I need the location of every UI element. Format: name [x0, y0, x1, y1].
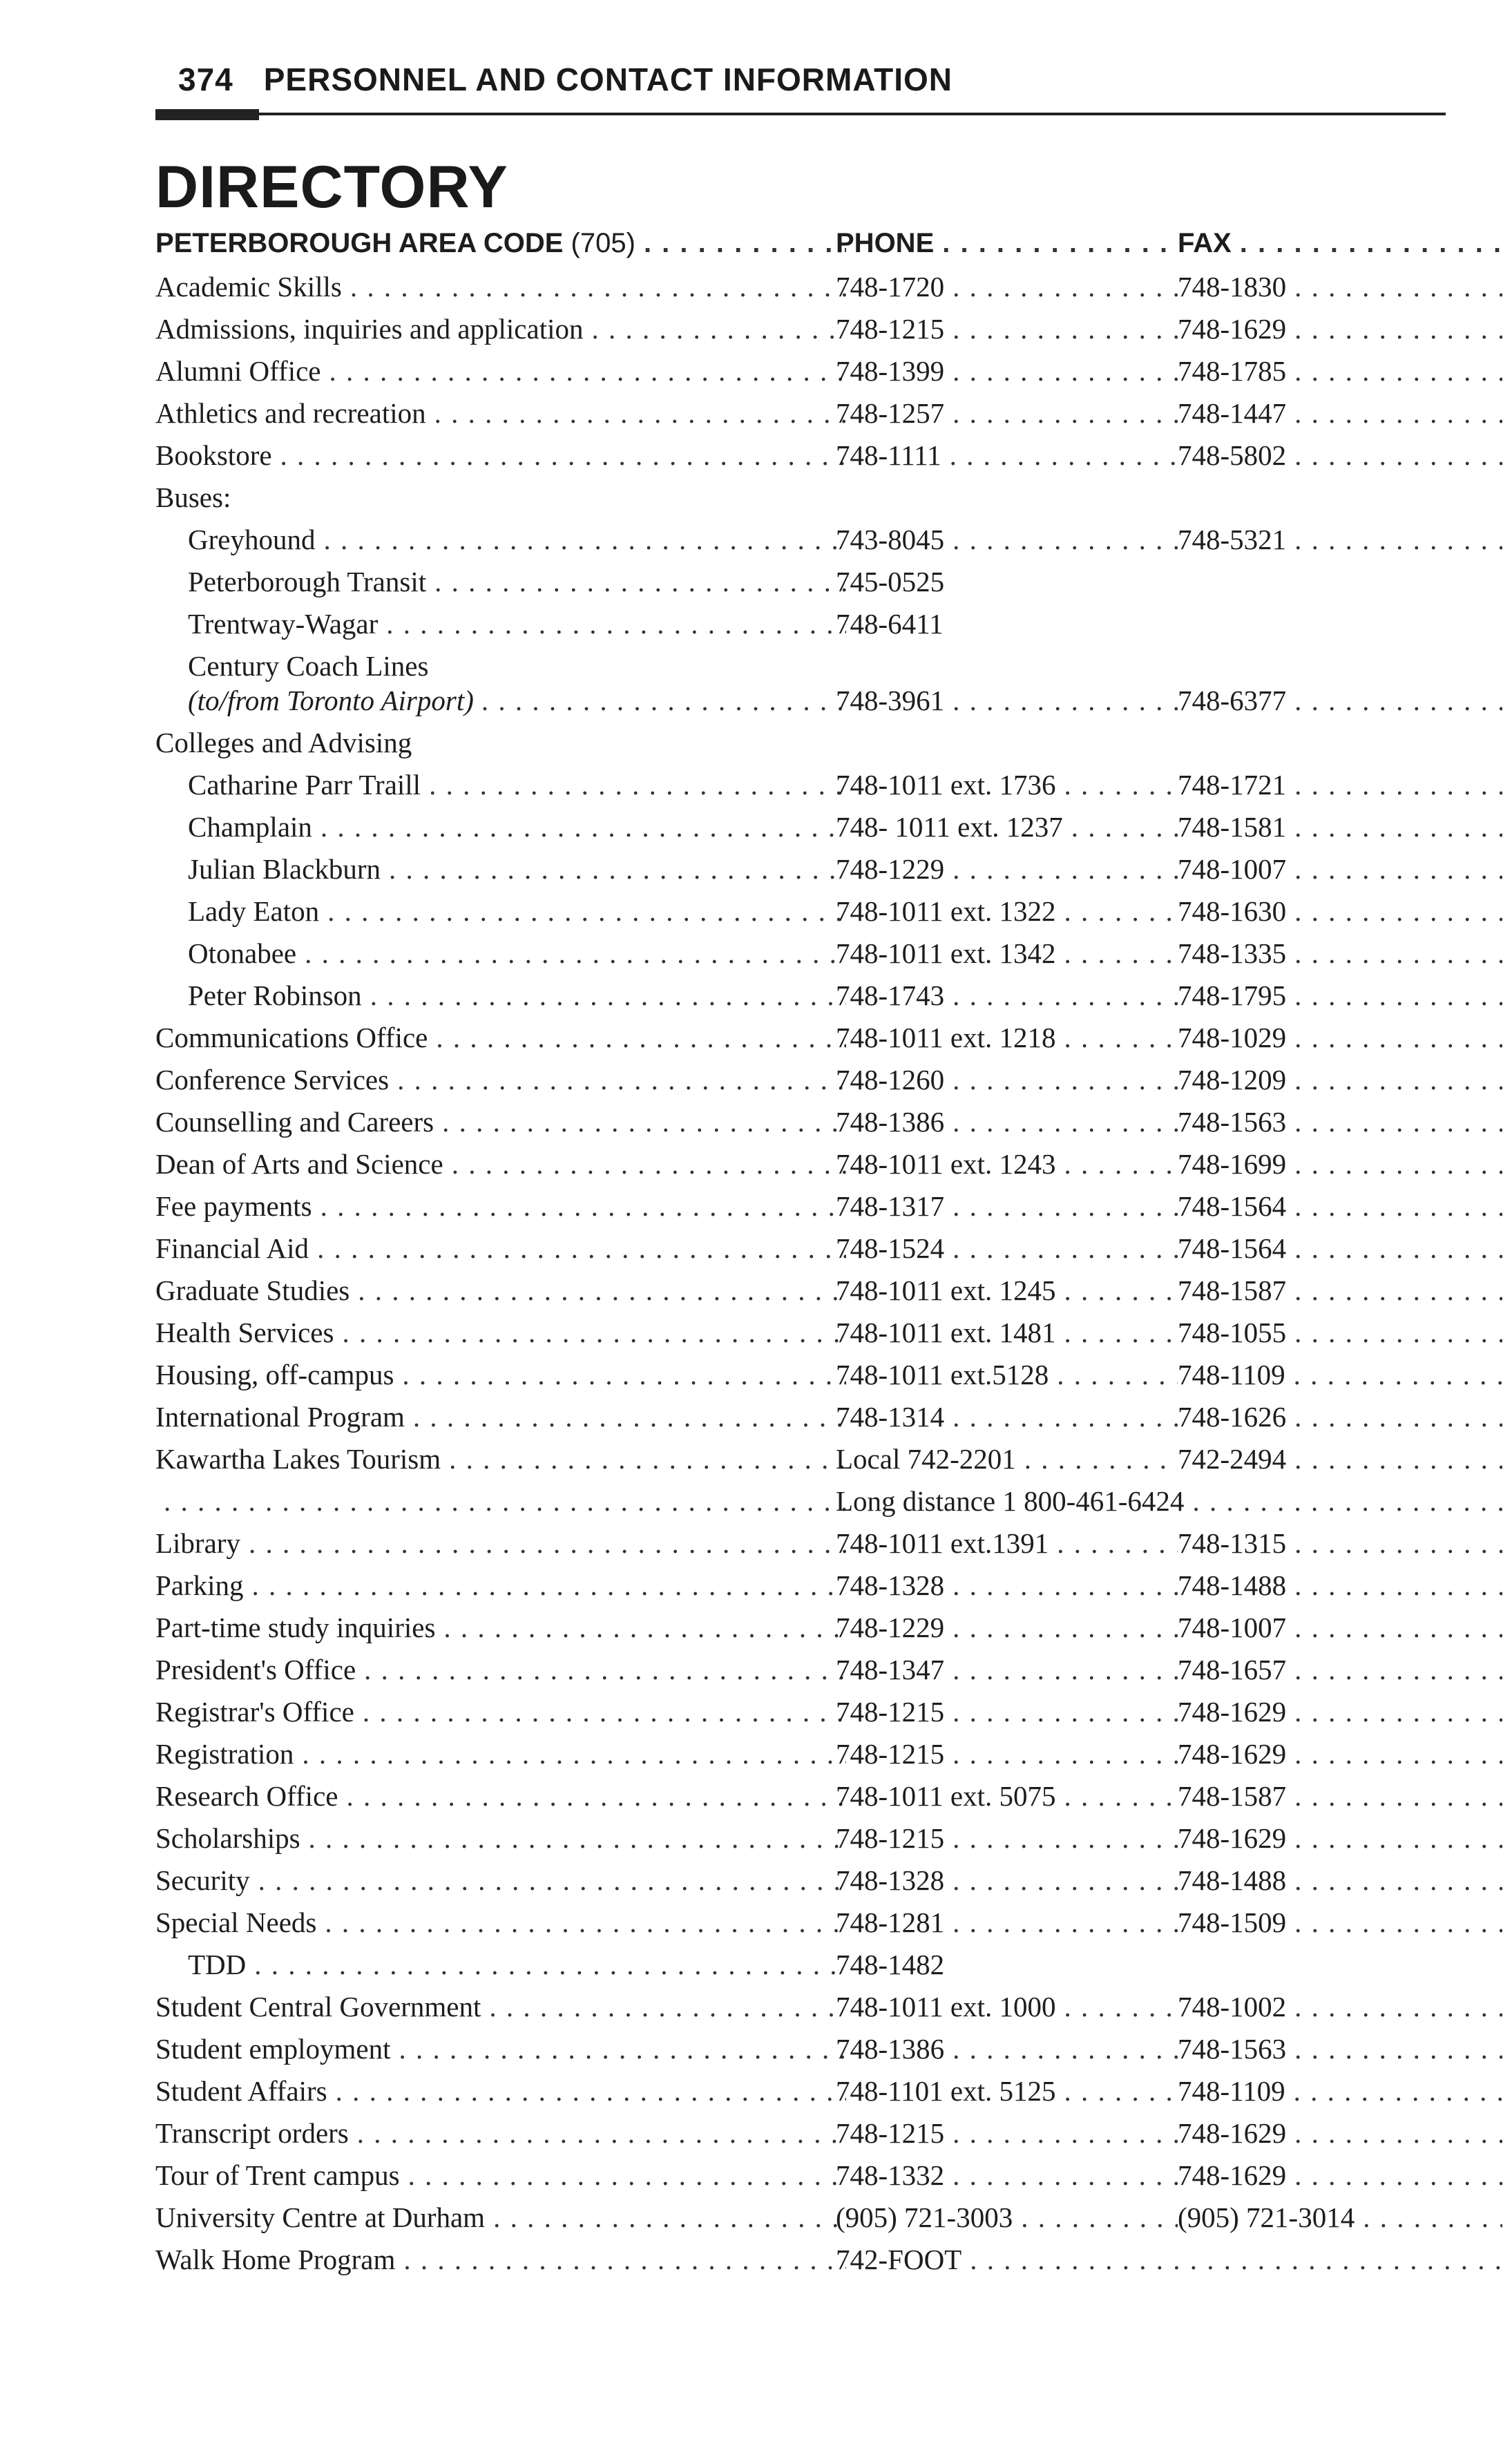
table-row [0, 607, 1512, 649]
entry-phone: 748-1257 . . . [836, 396, 1178, 430]
entry-fax: 748-5321 . . . [1178, 523, 1502, 556]
table-row [0, 1063, 1512, 1105]
entry-fax: 748-1563 . . . [1178, 2032, 1502, 2065]
entry-phone: 748- 1011 ext. 1237 . . . [836, 810, 1178, 843]
entry-fax: 748-1629 . . . [1178, 1822, 1502, 1855]
entry-fax: 748-5802 . . . [1178, 439, 1502, 472]
entry-name: Greyhound . . . [188, 523, 846, 556]
entry-phone: 748-1011 ext. 1481 . . . [836, 1316, 1178, 1349]
entry-fax: 748-1830 . . . [1178, 270, 1502, 303]
header-area-code [155, 228, 846, 259]
entry-name: Student Central Government . . . [155, 1990, 846, 2023]
page-number: 374 [178, 61, 233, 97]
entry-fax: 748-1447 . . . [1178, 396, 1502, 430]
entry-phone: 748-1347 . . . [836, 1653, 1178, 1686]
entry-phone: 748-1215 . . . [836, 1737, 1178, 1770]
table-row [0, 1358, 1512, 1400]
entry-name: Conference Services . . . [155, 1063, 846, 1096]
table-row [0, 726, 1512, 768]
entry-phone: 748-1101 ext. 5125 . . . [836, 2074, 1178, 2108]
table-row [0, 1527, 1512, 1569]
entry-phone: 748-1011 ext. 1342 . . . [836, 937, 1178, 970]
entry-name: Kawartha Lakes Tourism . . . [155, 1442, 846, 1475]
table-row [0, 979, 1512, 1021]
entry-name: Admissions, inquiries and application . . . [155, 312, 846, 345]
entry-fax: 748-1629 . . . [1178, 2116, 1502, 2150]
table-row [0, 1147, 1512, 1189]
entry-phone: 748-1011 ext. 5075 . . . [836, 1779, 1178, 1813]
entry-phone: 743-8045 . . . [836, 523, 1178, 556]
entry-fax: 748-1007 . . . [1178, 852, 1502, 886]
entry-phone: 748-1281 . . . [836, 1906, 1178, 1939]
header-area-code-value: (705) [571, 228, 635, 258]
section-title: PERSONNEL AND CONTACT INFORMATION [263, 61, 953, 97]
entry-name: Student Affairs . . . [155, 2074, 846, 2108]
entry-name: Buses: [155, 481, 231, 513]
table-row [0, 396, 1512, 439]
entry-phone: 742-FOOT . . . [836, 2243, 1502, 2276]
entry-fax: 748-1109 . . . [1178, 1358, 1502, 1391]
table-row [0, 2201, 1512, 2243]
entry-name: Housing, off-campus . . . [155, 1358, 846, 1391]
table-row [0, 1021, 1512, 1063]
entry-fax: 748-1564 . . . [1178, 1189, 1502, 1223]
entry-phone: 748-1011 ext. 1736 . . . [836, 768, 1178, 801]
entry-phone: Long distance 1 800-461-6424 . . . [836, 1484, 1506, 1518]
entry-name: Athletics and recreation . . . [155, 396, 846, 430]
entry-phone: 748-1332 . . . [836, 2159, 1178, 2192]
entry-name: Champlain . . . [188, 810, 846, 843]
entry-fax: 748-1564 . . . [1178, 1232, 1502, 1265]
entry-name: Lady Eaton . . . [188, 895, 846, 928]
entry-name: Research Office . . . [155, 1779, 846, 1813]
entry-phone: 748-1328 . . . [836, 1569, 1178, 1602]
entry-fax: 748-1109 . . . [1178, 2074, 1502, 2108]
table-row [0, 1232, 1512, 1274]
entry-fax: 748-1626 . . . [1178, 1400, 1502, 1433]
header-name-label: PETERBOROUGH AREA CODE [155, 228, 564, 258]
entry-phone: 748-1011 ext. 1000 . . . [836, 1990, 1178, 2023]
entry-fax: 748-1335 . . . [1178, 937, 1502, 970]
entry-name [155, 1484, 846, 1518]
entry-phone: 748-1011 ext. 1245 . . . [836, 1274, 1178, 1307]
entry-name: Counselling and Careers . . . [155, 1105, 846, 1138]
entry-name: Colleges and Advising [155, 727, 412, 758]
entry-phone: 748-1386 . . . [836, 2032, 1178, 2065]
table-row [0, 2032, 1512, 2074]
entry-phone: 748-1260 . . . [836, 1063, 1178, 1096]
table-row [0, 1653, 1512, 1695]
entry-fax: 748-1587 . . . [1178, 1274, 1502, 1307]
header-rule-accent [155, 109, 259, 120]
table-row [0, 1990, 1512, 2032]
entry-name: Walk Home Program . . . [155, 2243, 846, 2276]
entry-phone: 748-1011 ext. 1322 . . . [836, 895, 1178, 928]
entry-phone: 748-3961 . . . [836, 684, 1178, 717]
table-row [0, 2243, 1512, 2285]
entry-name: Tour of Trent campus . . . [155, 2159, 846, 2192]
entry-name: Peter Robinson . . . [188, 979, 846, 1012]
entry-fax: 748-1563 . . . [1178, 1105, 1502, 1138]
entry-phone: 748-1011 ext. 1218 . . . [836, 1021, 1178, 1054]
entry-fax: 748-1007 . . . [1178, 1611, 1502, 1644]
entry-name: Parking . . . [155, 1569, 846, 1602]
table-row [0, 1906, 1512, 1948]
page-title: DIRECTORY [155, 154, 508, 220]
entry-phone: 748-1229 . . . [836, 852, 1178, 886]
entry-phone: 748-1011 ext.1391 . . . [836, 1527, 1178, 1560]
entry-fax: 748-1629 . . . [1178, 312, 1502, 345]
entry-fax: 748-1002 . . . [1178, 1990, 1502, 2023]
table-row [0, 810, 1512, 852]
entry-fax: 748-1630 . . . [1178, 895, 1502, 928]
table-row [0, 1611, 1512, 1653]
entry-fax: (905) 721-3014 . . . [1178, 2201, 1502, 2234]
entry-name: Century Coach Lines [188, 650, 429, 682]
entry-name: Student employment . . . [155, 2032, 846, 2065]
entry-phone: 748-1328 . . . [836, 1864, 1178, 1897]
table-row [0, 1822, 1512, 1864]
entry-name: Security . . . [155, 1864, 846, 1897]
entry-fax: 748-1315 . . . [1178, 1527, 1502, 1560]
entry-fax: 748-1721 . . . [1178, 768, 1502, 801]
table-row [0, 523, 1512, 565]
entry-name: Registration . . . [155, 1737, 846, 1770]
entry-phone: 748-1524 . . . [836, 1232, 1178, 1265]
entry-fax: 748-1488 . . . [1178, 1569, 1502, 1602]
table-row [0, 439, 1512, 481]
entry-phone: (905) 721-3003 . . . [836, 2201, 1178, 2234]
entry-phone: 748-1215 . . . [836, 312, 1178, 345]
table-row [0, 312, 1512, 354]
entry-name: Graduate Studies . . . [155, 1274, 846, 1307]
table-row [0, 1189, 1512, 1232]
table-row [0, 1779, 1512, 1822]
entry-name: TDD . . . [188, 1948, 846, 1981]
entry-phone: 748-1399 . . . [836, 354, 1178, 388]
entry-phone: 748-1743 . . . [836, 979, 1178, 1012]
directory-table [0, 228, 1512, 2285]
entry-fax: 748-1581 . . . [1178, 810, 1502, 843]
table-row [0, 768, 1512, 810]
entry-name: Otonabee . . . [188, 937, 846, 970]
table-row [0, 270, 1512, 312]
entry-phone: 748-1111 . . . [836, 439, 1178, 472]
entry-phone: 748-1314 . . . [836, 1400, 1178, 1433]
entry-name: Registrar's Office . . . [155, 1695, 846, 1728]
table-row [0, 1864, 1512, 1906]
entry-name: Julian Blackburn . . . [188, 852, 846, 886]
entry-phone: 748-1215 . . . [836, 1822, 1178, 1855]
entry-name: Peterborough Transit . . . [188, 565, 846, 598]
entry-fax: 748-1699 . . . [1178, 1147, 1502, 1181]
table-row [0, 1442, 1512, 1484]
table-row [0, 1274, 1512, 1316]
table-row [0, 1484, 1512, 1527]
table-row [0, 937, 1512, 979]
entry-fax: 742-2494 . . . [1178, 1442, 1502, 1475]
table-row [0, 649, 1512, 684]
entry-name: President's Office . . . [155, 1653, 846, 1686]
entry-name: Financial Aid . . . [155, 1232, 846, 1265]
table-row [0, 1569, 1512, 1611]
entry-phone: 748-1317 . . . [836, 1189, 1178, 1223]
entry-name: Trentway-Wagar . . . [188, 607, 846, 640]
entry-phone: 748-1229 . . . [836, 1611, 1178, 1644]
entry-phone: 748-1386 . . . [836, 1105, 1178, 1138]
entry-name: Dean of Arts and Science . . . [155, 1147, 846, 1181]
entry-name: Transcript orders . . . [155, 2116, 846, 2150]
table-row [0, 1316, 1512, 1358]
table-row [0, 895, 1512, 937]
header-fax: FAX . . . [1178, 228, 1502, 259]
table-row [0, 684, 1512, 726]
entry-fax: 748-1055 . . . [1178, 1316, 1502, 1349]
entry-phone: 748-1011 ext. 1243 . . . [836, 1147, 1178, 1181]
header-rule [155, 113, 1446, 115]
entry-fax: 748-1629 . . . [1178, 2159, 1502, 2192]
entry-phone: 748-1215 . . . [836, 1695, 1178, 1728]
entry-phone: 748-1720 . . . [836, 270, 1178, 303]
table-header [0, 228, 1512, 270]
entry-name: International Program . . . [155, 1400, 846, 1433]
table-row [0, 2116, 1512, 2159]
table-row [0, 1695, 1512, 1737]
table-row [0, 852, 1512, 895]
table-row [0, 1948, 1512, 1990]
table-row [0, 1400, 1512, 1442]
entry-fax: 748-6377 . . . [1178, 684, 1502, 717]
entry-fax: 748-1587 . . . [1178, 1779, 1502, 1813]
table-row [0, 354, 1512, 396]
entry-name: Alumni Office . . . [155, 354, 846, 388]
entry-name: Academic Skills . . . [155, 270, 846, 303]
table-row [0, 565, 1512, 607]
entry-phone: 748-6411 [836, 608, 944, 640]
entry-name: Communications Office . . . [155, 1021, 846, 1054]
entry-phone: 748-1011 ext.5128 . . . [836, 1358, 1178, 1391]
table-row [0, 2159, 1512, 2201]
entry-phone: 748-1215 . . . [836, 2116, 1178, 2150]
entry-name: Library . . . [155, 1527, 846, 1560]
entry-fax: 748-1629 . . . [1178, 1695, 1502, 1728]
entry-name: Bookstore . . . [155, 439, 846, 472]
running-head [178, 61, 953, 98]
entry-name: University Centre at Durham . . . [155, 2201, 846, 2234]
entry-phone: 745-0525 [836, 566, 945, 598]
entry-name: Catharine Parr Traill . . . [188, 768, 846, 801]
entry-fax: 748-1785 . . . [1178, 354, 1502, 388]
entry-name: Health Services . . . [155, 1316, 846, 1349]
table-row [0, 481, 1512, 523]
table-row [0, 1737, 1512, 1779]
entry-phone: Local 742-2201 . . . [836, 1442, 1178, 1475]
entry-fax: 748-1795 . . . [1178, 979, 1502, 1012]
entry-fax: 748-1657 . . . [1178, 1653, 1502, 1686]
entry-fax: 748-1209 . . . [1178, 1063, 1502, 1096]
entry-phone: 748-1482 [836, 1949, 945, 1980]
entry-fax: 748-1029 . . . [1178, 1021, 1502, 1054]
header-phone: PHONE . . . [836, 228, 1178, 259]
entry-fax: 748-1629 . . . [1178, 1737, 1502, 1770]
entry-name: Part-time study inquiries . . . [155, 1611, 846, 1644]
entry-fax: 748-1488 . . . [1178, 1864, 1502, 1897]
entry-name: Scholarships . . . [155, 1822, 846, 1855]
table-row [0, 2074, 1512, 2116]
table-row [0, 1105, 1512, 1147]
entry-fax: 748-1509 . . . [1178, 1906, 1502, 1939]
entry-name: Fee payments . . . [155, 1189, 846, 1223]
entry-name: Special Needs . . . [155, 1906, 846, 1939]
entry-name: (to/from Toronto Airport) . . . [188, 684, 846, 717]
